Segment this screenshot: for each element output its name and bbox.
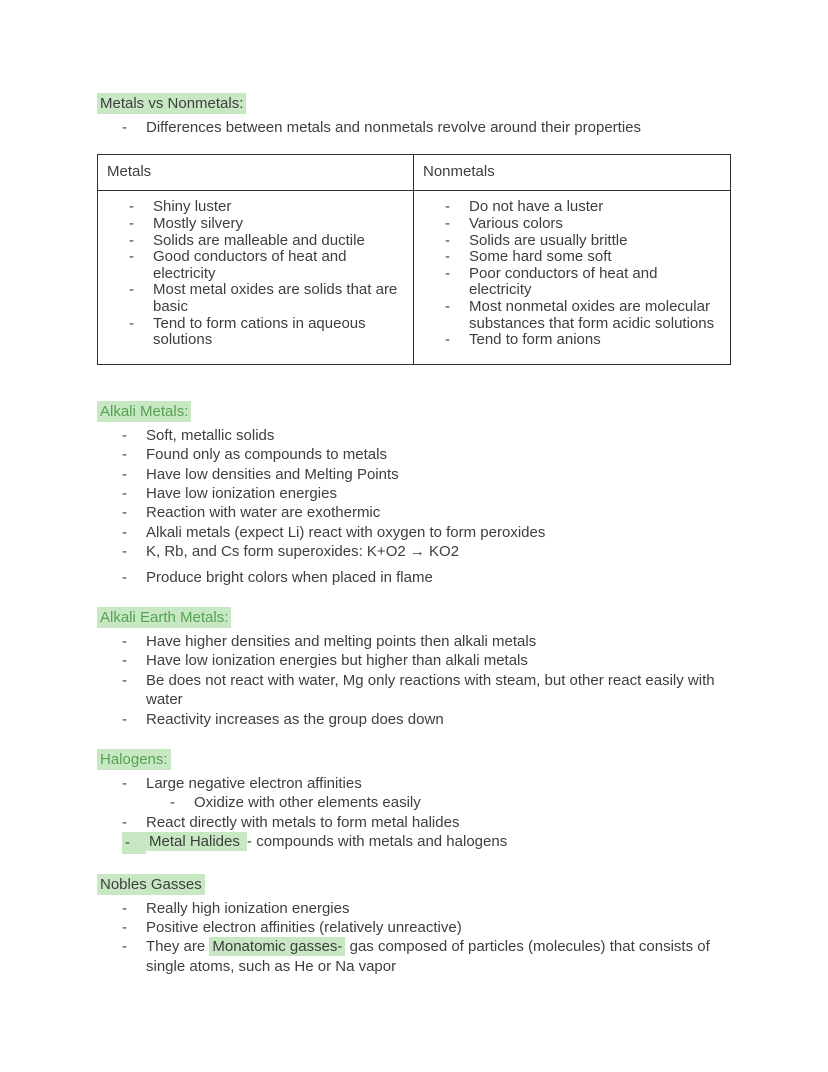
bullet-dash: -	[129, 231, 134, 249]
list-item	[97, 523, 731, 542]
list-item	[97, 899, 731, 918]
bullet-dash: -	[129, 281, 134, 299]
table-header-nonmetals: Nonmetals	[414, 155, 730, 191]
bullet-dash: -	[122, 543, 127, 561]
list-item-text: Alkali metals (expect Li) react with oxygen to form peroxides	[146, 523, 546, 541]
table-cell-text: Most metal oxides are solids that are basic	[153, 281, 398, 315]
table-row	[414, 199, 722, 216]
heading-metals-vs-nonmetals	[97, 94, 731, 114]
list-item-text	[146, 832, 731, 853]
table-row	[414, 266, 722, 299]
table-cell-text: Various colors	[469, 215, 563, 232]
list-item	[97, 503, 731, 522]
table-row	[414, 332, 722, 349]
list-item-text: Large negative electron affinities	[146, 775, 362, 793]
list-item-text	[146, 937, 731, 976]
section-halogens	[97, 750, 731, 854]
bullet-dash: -	[122, 504, 127, 522]
list-item	[97, 484, 731, 503]
table-cell-text: Good conductors of heat and electricity	[153, 248, 347, 282]
bullet-dash: -	[122, 919, 127, 937]
heading-alkali-metals	[97, 402, 731, 422]
bullet-dash: -	[445, 297, 450, 315]
section-alkali-earth-metals	[97, 608, 731, 729]
table-row	[414, 299, 722, 332]
bullet-dash: -	[122, 832, 146, 853]
table-cell-text: Tend to form cations in aqueous solutions	[153, 314, 366, 349]
bullet-dash: -	[122, 899, 127, 917]
list-item-text-pre: They are	[146, 938, 210, 956]
heading-nobles-gasses	[97, 875, 731, 895]
list-item	[97, 710, 731, 729]
table-row	[98, 233, 405, 250]
list-item-text: Have higher densities and melting points then alkali metals	[146, 633, 537, 650]
table-cell-metals	[98, 191, 414, 363]
table-header-metals: Metals	[98, 155, 414, 191]
list-item-text: Found only as compounds to metals	[146, 446, 387, 464]
list-item	[97, 813, 731, 832]
bullet-dash: -	[129, 314, 134, 332]
bullet-dash: -	[445, 231, 450, 249]
bullet-dash: -	[445, 215, 450, 232]
table-row	[414, 216, 722, 233]
bullet-dash: -	[122, 813, 127, 831]
table-cell-text: Most nonmetal oxides are molecular substances that form acidic solutions	[469, 297, 715, 332]
comparison-table	[97, 154, 731, 364]
list-item-nested	[97, 793, 731, 812]
list-item-text: Soft, metallic solids	[146, 426, 275, 444]
heading-text: Alkali Metals:	[97, 401, 191, 422]
table-row	[98, 282, 405, 315]
list-item	[97, 568, 731, 587]
table-cell-text: Solids are usually brittle	[469, 231, 628, 249]
list-item-text: Have low ionization energies	[146, 484, 337, 502]
table-cell-text: Some hard some soft	[469, 248, 612, 266]
bullet-dash: -	[129, 198, 134, 216]
list-item	[97, 651, 731, 670]
bullet-dash: -	[122, 775, 127, 793]
table-cell-text: Shiny luster	[153, 198, 232, 216]
list-item-text: Have low ionization energies but higher than alkali metals	[146, 652, 528, 670]
table-row	[98, 316, 405, 349]
list-item-text-post: gas composed of particles (molecules) that consists of single atoms, such as He or Na vapor	[146, 938, 710, 975]
bullet-dash: -	[122, 446, 127, 464]
bullet-dash: -	[122, 426, 127, 444]
heading-alkali-earth-metals	[97, 608, 731, 628]
list-item-text: Oxidize with other elements easily	[194, 794, 421, 812]
bullet-dash: -	[445, 331, 450, 349]
list-item	[97, 118, 731, 137]
bullet-dash: -	[122, 938, 127, 956]
table-cell-text: Poor conductors of heat and electricity	[469, 264, 658, 299]
table-row	[98, 249, 405, 282]
section-nobles-gasses	[97, 875, 731, 977]
table-cell-text: Mostly silvery	[153, 215, 244, 232]
bullet-dash: -	[129, 248, 134, 266]
list-item-text: Reactivity increases as the group does down	[146, 710, 444, 728]
bullet-dash: -	[122, 633, 127, 650]
section-alkali-metals	[97, 402, 731, 587]
heading-halogens	[97, 750, 731, 770]
bullet-dash: -	[445, 264, 450, 282]
bullet-dash: -	[122, 523, 127, 541]
list-item	[97, 774, 731, 793]
bullet-dash: -	[122, 568, 127, 586]
highlighted-term: Monatomic gasses-	[209, 937, 345, 956]
list-item-text: Produce bright colors when placed in flame	[146, 568, 433, 586]
list-item-text: React directly with metals to form metal halides	[146, 813, 460, 831]
list-item-monatomic-gasses	[97, 937, 731, 976]
heading-text: Metals vs Nonmetals:	[97, 93, 246, 114]
table-row	[98, 216, 405, 233]
highlighted-term: Metal Halides	[146, 832, 247, 851]
table-cell-text: Do not have a luster	[469, 198, 604, 216]
table-cell-text: Tend to form anions	[469, 331, 601, 349]
list-item	[97, 465, 731, 484]
table-cell-text: Solids are malleable and ductile	[153, 231, 365, 249]
bullet-dash: -	[122, 652, 127, 670]
bullet-dash: -	[122, 484, 127, 502]
heading-text: Nobles Gasses	[97, 874, 205, 895]
list-item	[97, 632, 731, 651]
table-cell-nonmetals	[414, 191, 730, 363]
list-item-text: Reaction with water are exothermic	[146, 504, 381, 522]
list-item-text: K, Rb, and Cs form superoxides: K+O2 → KO2	[146, 543, 460, 561]
list-item-metal-halides	[97, 832, 731, 853]
bullet-dash: -	[445, 198, 450, 216]
bullet-dash: -	[445, 248, 450, 266]
list-item-text: Positive electron affinities (relatively unreactive)	[146, 919, 462, 937]
list-item-text: Really high ionization energies	[146, 899, 350, 917]
table-row	[414, 233, 722, 250]
list-item	[97, 671, 731, 710]
bullet-dash: -	[129, 215, 134, 232]
table-row	[98, 199, 405, 216]
bullet-dash: -	[122, 119, 127, 136]
list-item	[97, 542, 731, 561]
table-row	[414, 249, 722, 266]
bullet-dash: -	[122, 671, 127, 689]
heading-text: Alkali Earth Metals:	[97, 607, 231, 628]
list-item	[97, 445, 731, 464]
bullet-dash: -	[170, 794, 175, 812]
bullet-dash: -	[122, 710, 127, 728]
heading-text: Halogens:	[97, 749, 171, 770]
bullet-dash: -	[122, 465, 127, 483]
list-item-text-rest: - compounds with metals and halogens	[247, 833, 508, 851]
list-item	[97, 918, 731, 937]
list-item	[97, 426, 731, 445]
list-item-text: Be does not react with water, Mg only reactions with steam, but other react easily with water	[146, 671, 715, 709]
list-item-text: Have low densities and Melting Points	[146, 465, 399, 483]
list-item-text: Differences between metals and nonmetals revolve around their properties	[146, 119, 641, 136]
